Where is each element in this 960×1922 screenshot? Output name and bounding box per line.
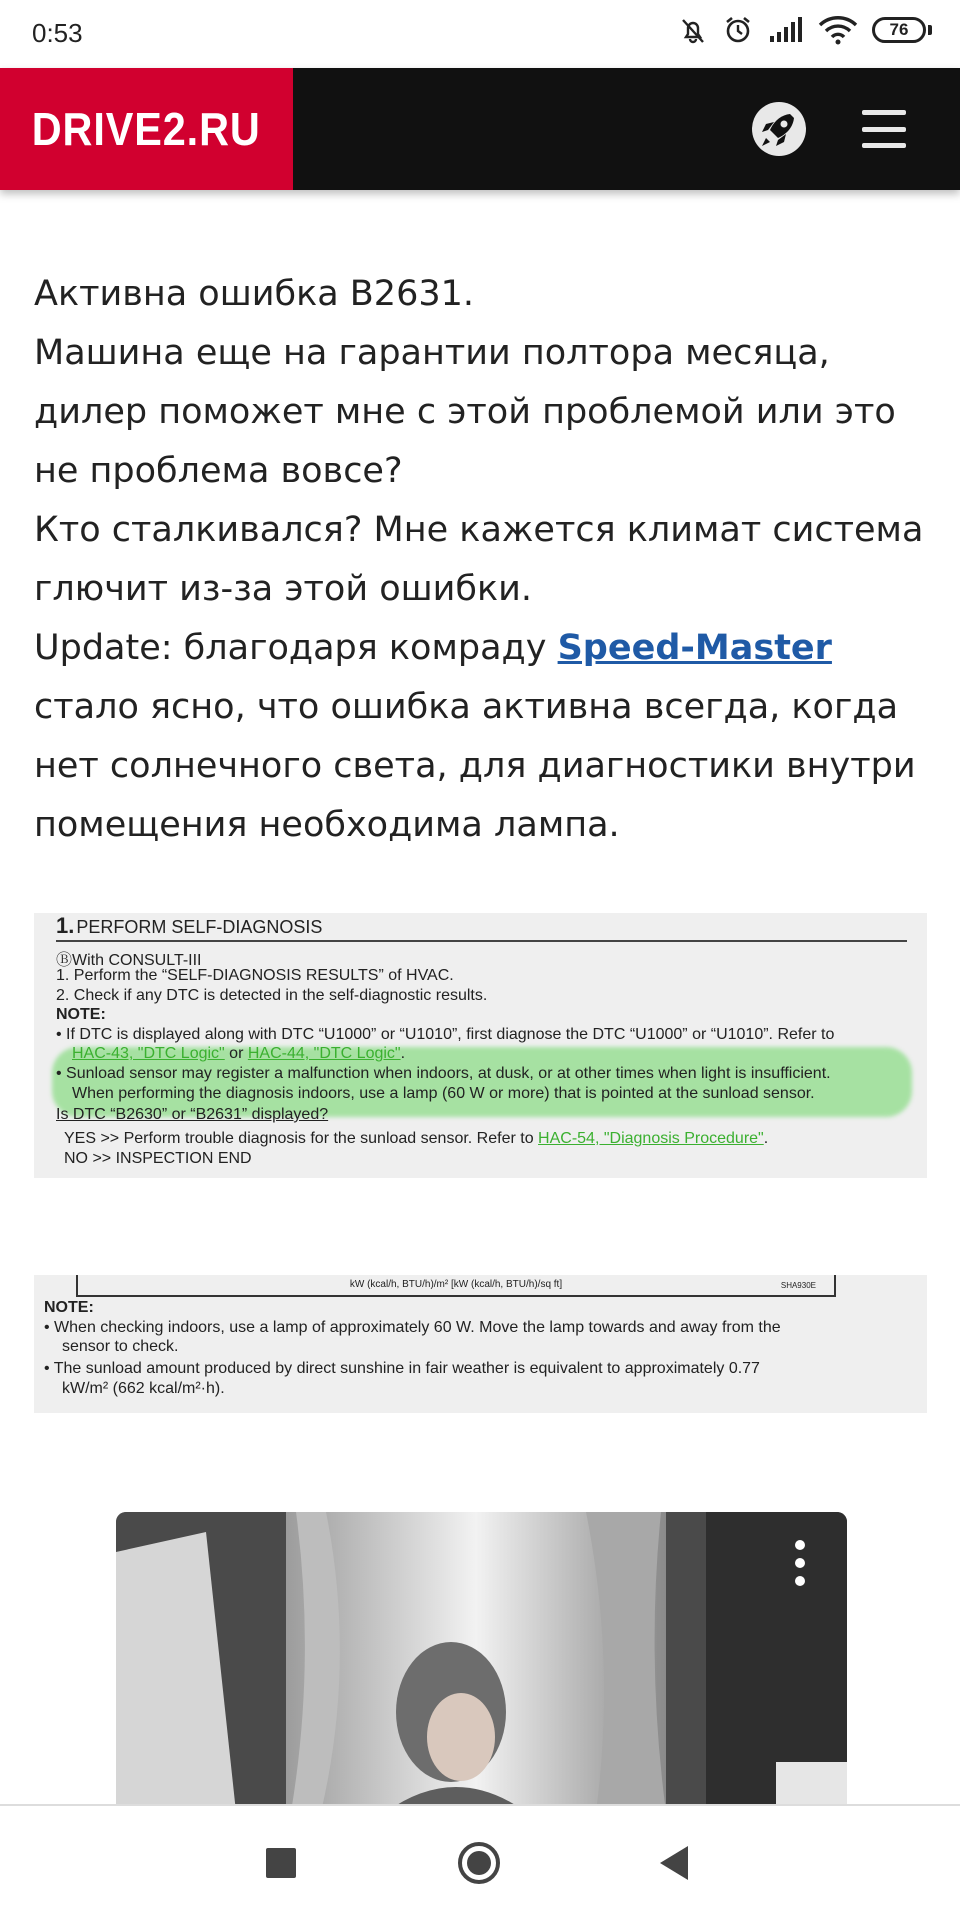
diagram-code: SHA930E bbox=[780, 1281, 816, 1290]
status-time: 0:53 bbox=[32, 18, 83, 48]
site-logo[interactable] bbox=[0, 68, 293, 190]
divider bbox=[56, 940, 907, 942]
update-suffix: стало ясно, что ошибка активна всегда, когда нет солнечного света, для диагностики внутри помещения необходима лампа. bbox=[34, 687, 916, 845]
wifi-icon bbox=[818, 15, 858, 45]
back-icon[interactable] bbox=[660, 1846, 688, 1880]
ad-video-player[interactable] bbox=[116, 1512, 847, 1812]
status-bar bbox=[0, 0, 960, 68]
scan-line: 2. Check if any DTC is detected in the self-diagnostic results. bbox=[56, 987, 488, 1004]
step-title-text: PERFORM SELF-DIAGNOSIS bbox=[76, 917, 323, 937]
battery-icon bbox=[872, 17, 932, 43]
scan-line: sensor to check. bbox=[62, 1338, 179, 1355]
site-header bbox=[0, 68, 960, 190]
article-body bbox=[34, 265, 934, 855]
android-nav-bar bbox=[0, 1804, 960, 1922]
menu-icon[interactable] bbox=[862, 110, 906, 148]
diagram-units: kW (kcal/h, BTU/h)/m² [kW (kcal/h, BTU/h)/sq ft] bbox=[349, 1279, 563, 1290]
scan-note-label: NOTE: bbox=[44, 1299, 94, 1316]
manual-scan-image-2[interactable] bbox=[34, 1275, 927, 1413]
signal-icon bbox=[768, 16, 804, 44]
article-update bbox=[34, 619, 934, 855]
article-line: Активна ошибка В2631. bbox=[34, 274, 474, 314]
video-frame-image bbox=[116, 1512, 847, 1812]
rocket-icon[interactable] bbox=[748, 98, 810, 160]
scan-yes-line bbox=[64, 1130, 768, 1148]
scan-link: HAC-54, "Diagnosis Procedure" bbox=[538, 1130, 764, 1147]
scan-line: • Sunload sensor may register a malfunction when indoors, at dusk, or at other times when light is insufficient. bbox=[56, 1065, 831, 1082]
scan-line: When performing the diagnosis indoors, use a lamp (60 W or more) that is pointed at the sunload sensor. bbox=[72, 1085, 815, 1102]
home-icon[interactable] bbox=[458, 1842, 500, 1884]
scan-line: ⒷWith CONSULT-III bbox=[56, 952, 202, 969]
scan-line: • If DTC is displayed along with DTC “U1000” or “U1010”, first diagnose the DTC “U1000” or “U1010”. Refer to bbox=[56, 1026, 835, 1043]
diagram-frame bbox=[76, 1275, 836, 1297]
scan-text: YES >> Perform trouble diagnosis for the sunload sensor. Refer to bbox=[64, 1130, 539, 1147]
more-vert-icon[interactable] bbox=[795, 1540, 805, 1586]
scan-line: kW/m² (662 kcal/m²·h). bbox=[62, 1380, 225, 1397]
scan-note-label: NOTE: bbox=[56, 1006, 106, 1023]
scan-line: • The sunload amount produced by direct sunshine in fair weather is equivalent to approximately 0.77 bbox=[44, 1360, 760, 1377]
scan-step-title bbox=[56, 913, 322, 939]
scan-line: 1. Perform the “SELF-DIAGNOSIS RESULTS” of HVAC. bbox=[56, 967, 454, 984]
scan-links-line bbox=[72, 1045, 405, 1063]
scan-text: or bbox=[224, 1045, 248, 1062]
step-number: 1. bbox=[56, 913, 75, 938]
alarm-icon bbox=[722, 14, 754, 46]
battery-level: 76 bbox=[872, 17, 926, 43]
status-icons bbox=[678, 14, 932, 46]
scan-line: • When checking indoors, use a lamp of approximately 60 W. Move the lamp towards and away from the bbox=[44, 1319, 781, 1336]
logo-text: DRIVE2.RU bbox=[32, 103, 261, 155]
scan-line: NO >> INSPECTION END bbox=[64, 1150, 252, 1167]
scan-link: HAC-44, "DTC Logic" bbox=[247, 1045, 401, 1062]
bell-off-icon bbox=[678, 15, 708, 45]
scan-question: Is DTC “B2630” or “B2631” displayed? bbox=[56, 1106, 329, 1123]
recents-icon[interactable] bbox=[266, 1848, 296, 1878]
scan-text: . bbox=[400, 1045, 406, 1062]
article-line: Кто сталкивался? Мне кажется климат система глючит из-за этой ошибки. bbox=[34, 510, 924, 609]
user-link-speed-master[interactable]: Speed-Master bbox=[557, 628, 832, 668]
scan-text: . bbox=[763, 1130, 769, 1147]
scan-link: HAC-43, "DTC Logic" bbox=[72, 1045, 225, 1062]
manual-scan-image-1[interactable] bbox=[34, 913, 927, 1178]
article-line: Машина еще на гарантии полтора месяца, дилер поможет мне с этой проблемой или это не проблема вовсе? bbox=[34, 333, 896, 491]
update-prefix: Update: благодаря комраду bbox=[34, 628, 558, 668]
